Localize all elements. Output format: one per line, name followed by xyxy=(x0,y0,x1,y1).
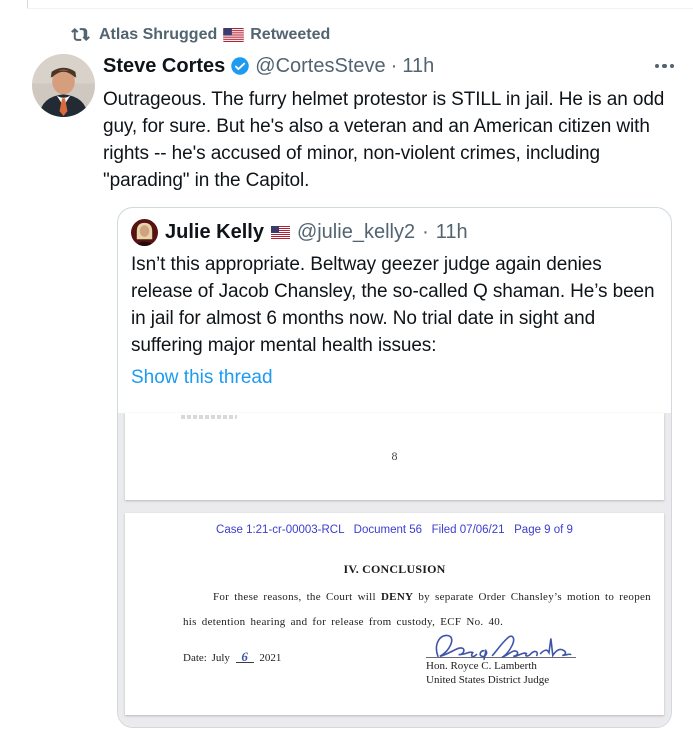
retweet-banner[interactable] xyxy=(0,0,693,44)
page-8-number: 8 xyxy=(391,449,398,463)
date-year: 2021 xyxy=(259,652,282,664)
judge-title: United States District Judge xyxy=(426,674,550,686)
more-options-button[interactable] xyxy=(653,60,677,73)
us-flag-icon xyxy=(271,226,290,239)
show-thread-link[interactable]: Show this thread xyxy=(131,367,273,388)
timestamp-separator: · xyxy=(390,55,398,77)
document-page-9 xyxy=(125,513,664,715)
cropped-text-fragment xyxy=(181,415,237,419)
document-date xyxy=(183,651,281,686)
date-prefix: Date: July xyxy=(183,652,230,664)
tweet xyxy=(0,44,693,728)
retweeter-name[interactable]: Atlas Shrugged xyxy=(99,25,218,43)
author-name[interactable]: Steve Cortes xyxy=(103,55,226,77)
conclusion-text-post: by separate Order Chansley’s motion to reopen xyxy=(413,591,651,603)
deny-emphasis: DENY xyxy=(380,591,414,603)
conclusion-text-pre: For these reasons, the Court will xyxy=(213,591,381,603)
timestamp-separator: · xyxy=(422,221,429,243)
retweet-action-label: Retweeted xyxy=(250,25,331,43)
quoted-tweet-header xyxy=(118,208,671,246)
handwritten-day: 6 xyxy=(236,651,254,663)
author-avatar[interactable] xyxy=(32,54,95,117)
signature-line xyxy=(426,657,576,658)
tweet-text: Outrageous. The furry helmet protestor is STILL in jail. He is an odd guy, for sure. But he's also a veteran and an American citizen with rights -- he's accused of minor, non-violent crimes, including "parading" in the Capitol. xyxy=(103,89,665,191)
attached-document-image[interactable] xyxy=(118,413,671,727)
quoted-author-name[interactable]: Julie Kelly xyxy=(165,221,264,243)
tweet-content xyxy=(103,54,676,728)
us-flag-icon xyxy=(223,28,244,42)
author-handle[interactable]: @CortesSteve xyxy=(255,55,386,77)
retweet-icon xyxy=(71,25,90,44)
verified-badge-icon xyxy=(230,56,250,76)
tweet-header xyxy=(103,54,676,78)
retweet-banner-text xyxy=(99,26,330,44)
conclusion-heading: IV. CONCLUSION xyxy=(343,562,446,576)
quoted-author-avatar[interactable] xyxy=(131,219,158,246)
quoted-tweet-text: Isn’t this appropriate. Beltway geezer judge again denies release of Jacob Chansley, the so-called Q shaman. He’s been in jail for almost 6 months now. No trial date in sight and suffering major mental health issues: xyxy=(131,254,655,356)
signature-row xyxy=(125,630,664,686)
conclusion-line-2: his detention hearing and for release from custody, ECF No. 40. xyxy=(183,616,504,628)
tweet-divider xyxy=(27,8,693,9)
document-page-8 xyxy=(125,413,664,500)
tweet-timestamp[interactable]: 11h xyxy=(402,55,435,77)
judge-name: Hon. Royce C. Lamberth xyxy=(426,660,537,672)
judge-signature-block xyxy=(426,630,578,686)
case-caption: Case 1:21-cr-00003-RCL Document 56 Filed 07/06/21 Page 9 of 9 xyxy=(216,524,573,536)
feed-column-border xyxy=(27,0,28,8)
quoted-tweet-timestamp[interactable]: 11h xyxy=(435,221,468,243)
quoted-tweet-card[interactable] xyxy=(117,207,672,728)
conclusion-line-1 xyxy=(125,591,664,603)
quoted-author-handle[interactable]: @julie_kelly2 xyxy=(296,221,416,243)
